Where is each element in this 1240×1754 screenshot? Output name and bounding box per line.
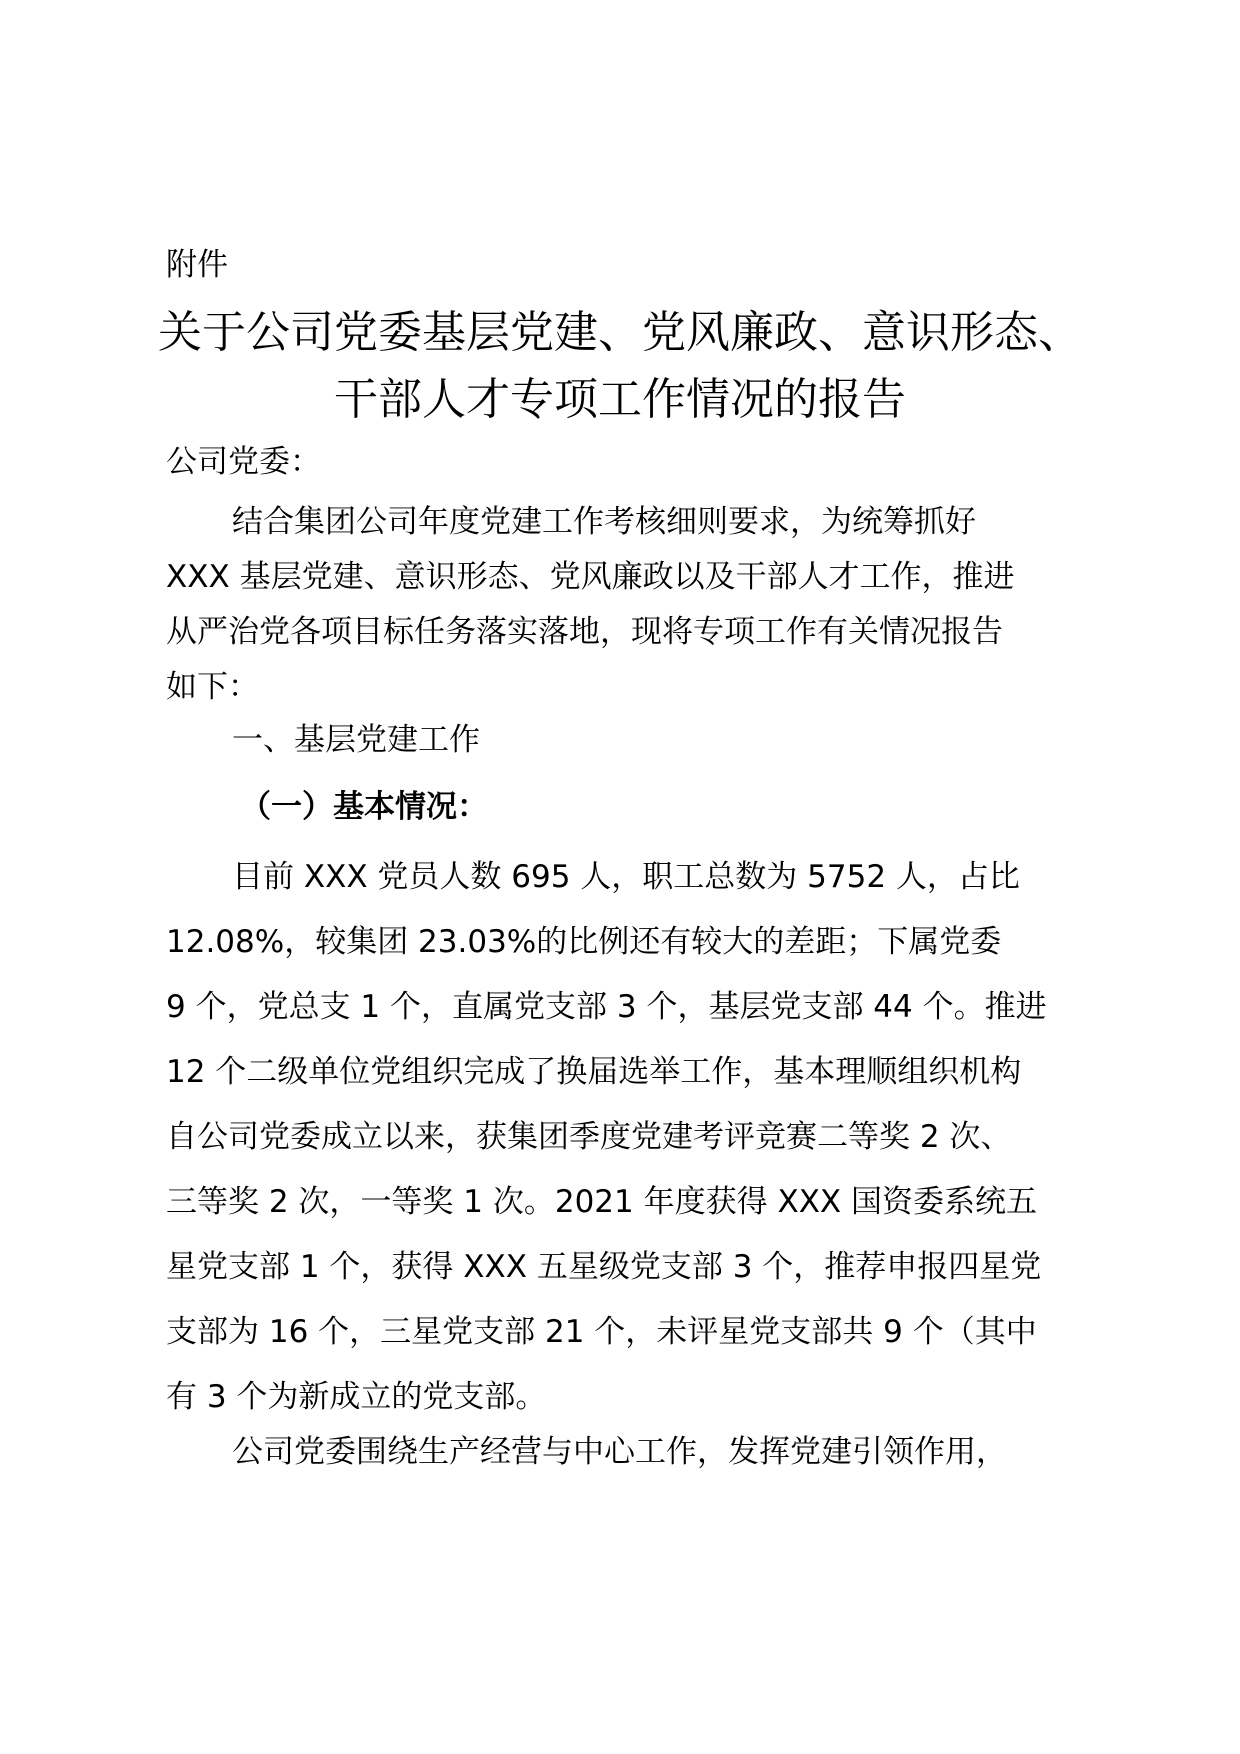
paragraph-line: 有 3 个为新成立的党支部。 bbox=[166, 1379, 547, 1415]
paragraph-line: 12.08%，较集团 23.03%的比例还有较大的差距；下属党委 bbox=[166, 924, 1002, 960]
document-title-line-2: 干部人才专项工作情况的报告 bbox=[334, 374, 906, 425]
document-title-line-1: 关于公司党委基层党建、党风廉政、意识形态、 bbox=[158, 307, 1082, 358]
section-heading: 一、基层党建工作 bbox=[232, 722, 480, 758]
attachment-label: 附件 bbox=[166, 247, 228, 283]
intro-paragraph bbox=[166, 495, 1106, 715]
paragraph-line: 星党支部 1 个，获得 XXX 五星级党支部 3 个，推荐申报四星党 bbox=[166, 1249, 1042, 1285]
basic-situation-paragraph bbox=[166, 845, 1106, 1430]
paragraph-line: 目前 XXX 党员人数 695 人，职工总数为 5752 人，占比 bbox=[232, 859, 1020, 895]
salutation: 公司党委： bbox=[166, 444, 321, 480]
paragraph-line: 三等奖 2 次，一等奖 1 次。2021 年度获得 XXX 国资委系统五 bbox=[166, 1184, 1038, 1220]
intro-line: XXX 基层党建、意识形态、党风廉政以及干部人才工作，推进 bbox=[166, 559, 1015, 595]
subsection-heading: （一）基本情况： bbox=[240, 789, 488, 825]
paragraph-line: 自公司党委成立以来，获集团季度党建考评竞赛二等奖 2 次、 bbox=[166, 1119, 1012, 1155]
paragraph-line: 12 个二级单位党组织完成了换届选举工作，基本理顺组织机构 bbox=[166, 1054, 1022, 1090]
paragraph-line: 9 个，党总支 1 个，直属党支部 3 个，基层党支部 44 个。推进 bbox=[166, 989, 1047, 1025]
next-paragraph-line: 公司党委围绕生产经营与中心工作，发挥党建引领作用， bbox=[232, 1434, 1007, 1470]
intro-line: 结合集团公司年度党建工作考核细则要求，为统筹抓好 bbox=[232, 504, 976, 540]
intro-line: 如下： bbox=[166, 669, 259, 705]
paragraph-line: 支部为 16 个，三星党支部 21 个，未评星党支部共 9 个（其中 bbox=[166, 1314, 1037, 1350]
intro-line: 从严治党各项目标任务落实落地，现将专项工作有关情况报告 bbox=[166, 614, 1003, 650]
